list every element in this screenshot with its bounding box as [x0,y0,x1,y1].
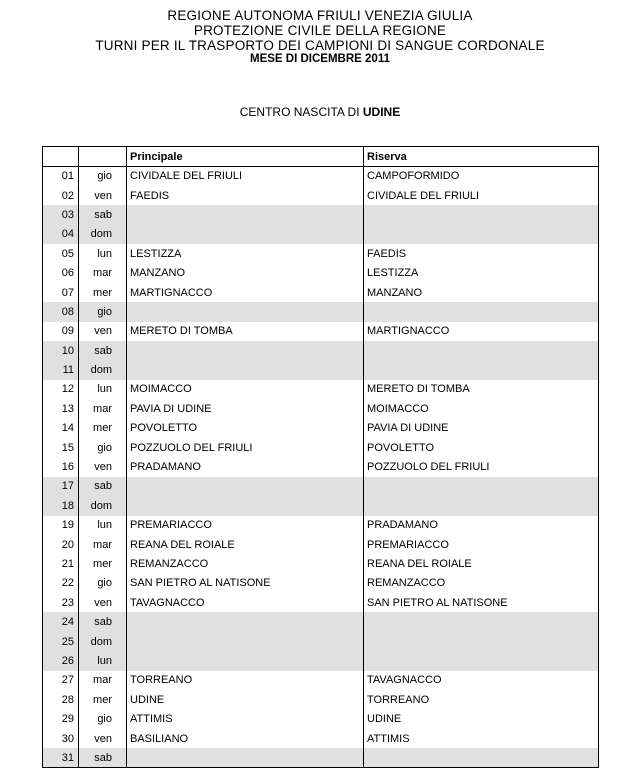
day-number-cell: 28 [43,690,79,709]
day-number-cell: 24 [43,612,79,631]
table-row [43,167,599,186]
riserva-cell: LESTIZZA [364,263,599,282]
riserva-cell: REANA DEL ROIALE [364,554,599,573]
table-body [43,167,599,768]
principale-cell [127,360,364,379]
riserva-cell: UDINE [364,709,599,728]
weekday-cell: ven [79,457,127,476]
weekday-cell: mar [79,263,127,282]
principale-cell: MOIMACCO [127,380,364,399]
riserva-cell: CIVIDALE DEL FRIULI [364,186,599,205]
day-number-cell: 06 [43,263,79,282]
day-number-cell: 15 [43,438,79,457]
day-number-cell: 17 [43,477,79,496]
weekday-cell: dom [79,496,127,515]
principale-cell [127,477,364,496]
principale-cell: POZZUOLO DEL FRIULI [127,438,364,457]
day-number-cell: 11 [43,360,79,379]
riserva-cell: PRADAMANO [364,516,599,535]
department-title: PROTEZIONE CIVILE DELLA REGIONE [193,23,447,38]
day-number-cell: 07 [43,283,79,302]
weekday-cell: mar [79,535,127,554]
principale-cell: POVOLETTO [127,419,364,438]
day-number-cell: 20 [43,535,79,554]
table-row [43,322,599,341]
principale-cell: REMANZACCO [127,554,364,573]
riserva-cell [364,632,599,651]
weekday-cell: gio [79,302,127,321]
table-row [43,283,599,302]
principale-cell: UDINE [127,690,364,709]
table-row [43,244,599,263]
table-row [43,516,599,535]
table-row [43,632,599,651]
day-number-cell: 30 [43,729,79,748]
riserva-cell [364,205,599,224]
principale-cell [127,651,364,670]
principale-cell [127,496,364,515]
day-number-cell: 03 [43,205,79,224]
riserva-cell: ATTIMIS [364,729,599,748]
month-value: DICEMBRE 2011 [300,53,390,65]
header-day-number [43,147,79,167]
day-number-cell: 08 [43,302,79,321]
weekday-cell: ven [79,729,127,748]
principale-cell: MERETO DI TOMBA [127,322,364,341]
riserva-cell [364,341,599,360]
riserva-cell: CAMPOFORMIDO [364,167,599,186]
weekday-cell: mar [79,671,127,690]
principale-cell [127,225,364,244]
riserva-cell: POVOLETTO [364,438,599,457]
table-row [43,205,599,224]
riserva-cell: REMANZACCO [364,574,599,593]
table-row [43,225,599,244]
day-number-cell: 10 [43,341,79,360]
riserva-cell: POZZUOLO DEL FRIULI [364,457,599,476]
day-number-cell: 12 [43,380,79,399]
header-principale: Principale [127,147,364,167]
principale-cell: BASILIANO [127,729,364,748]
table-row [43,380,599,399]
principale-cell: TAVAGNACCO [127,593,364,612]
principale-cell: LESTIZZA [127,244,364,263]
day-number-cell: 31 [43,748,79,767]
riserva-cell [364,302,599,321]
riserva-cell [364,360,599,379]
table-row [43,263,599,282]
weekday-cell: sab [79,477,127,496]
shift-schedule-table [42,146,599,768]
principale-cell [127,205,364,224]
month-prefix: MESE DI [250,53,301,65]
birth-center-prefix: CENTRO NASCITA DI [239,105,363,119]
weekday-cell: mer [79,283,127,302]
day-number-cell: 27 [43,671,79,690]
weekday-cell: gio [79,167,127,186]
riserva-cell: MOIMACCO [364,399,599,418]
principale-cell [127,302,364,321]
principale-cell: MARTIGNACCO [127,283,364,302]
day-number-cell: 29 [43,709,79,728]
principale-cell: PRADAMANO [127,457,364,476]
principale-cell [127,612,364,631]
principale-cell: ATTIMIS [127,709,364,728]
weekday-cell: sab [79,341,127,360]
riserva-cell [364,612,599,631]
riserva-cell [364,651,599,670]
day-number-cell: 02 [43,186,79,205]
table-row [43,651,599,670]
weekday-cell: dom [79,632,127,651]
riserva-cell: MARTIGNACCO [364,322,599,341]
weekday-cell: mer [79,690,127,709]
weekday-cell: lun [79,651,127,670]
weekday-cell: dom [79,225,127,244]
document-header [0,8,640,66]
weekday-cell: ven [79,593,127,612]
weekday-cell: gio [79,438,127,457]
table-row [43,302,599,321]
principale-cell: SAN PIETRO AL NATISONE [127,574,364,593]
weekday-cell: mer [79,419,127,438]
principale-cell: REANA DEL ROIALE [127,535,364,554]
riserva-cell: PAVIA DI UDINE [364,419,599,438]
birth-center-name: UDINE [362,105,401,119]
weekday-cell: gio [79,709,127,728]
table-row [43,748,599,767]
weekday-cell: mer [79,554,127,573]
principale-cell: CIVIDALE DEL FRIULI [127,167,364,186]
day-number-cell: 13 [43,399,79,418]
table-row [43,477,599,496]
table-row [43,554,599,573]
weekday-cell: lun [79,244,127,263]
principale-cell [127,341,364,360]
principale-cell: MANZANO [127,263,364,282]
table-row [43,535,599,554]
table-row [43,360,599,379]
riserva-cell: MERETO DI TOMBA [364,380,599,399]
principale-cell: PAVIA DI UDINE [127,399,364,418]
weekday-cell: gio [79,574,127,593]
day-number-cell: 26 [43,651,79,670]
weekday-cell: sab [79,612,127,631]
table-row [43,399,599,418]
table-row [43,341,599,360]
table-header-row [43,147,599,167]
table-row [43,438,599,457]
table-row [43,419,599,438]
birth-center-title [0,105,640,119]
day-number-cell: 22 [43,574,79,593]
riserva-cell [364,477,599,496]
weekday-cell: sab [79,205,127,224]
table-row [43,593,599,612]
header-riserva: Riserva [364,147,599,167]
day-number-cell: 21 [43,554,79,573]
table-row [43,612,599,631]
riserva-cell: FAEDIS [364,244,599,263]
weekday-cell: ven [79,186,127,205]
riserva-cell [364,496,599,515]
weekday-cell: mar [79,399,127,418]
day-number-cell: 19 [43,516,79,535]
day-number-cell: 23 [43,593,79,612]
principale-cell [127,748,364,767]
document-title: TURNI PER IL TRASPORTO DEI CAMPIONI DI SANGUE CORDONALE [95,38,545,53]
principale-cell: PREMARIACCO [127,516,364,535]
riserva-cell: SAN PIETRO AL NATISONE [364,593,599,612]
weekday-cell: dom [79,360,127,379]
riserva-cell [364,748,599,767]
principale-cell: TORREANO [127,671,364,690]
day-number-cell: 16 [43,457,79,476]
weekday-cell: lun [79,380,127,399]
weekday-cell: sab [79,748,127,767]
day-number-cell: 01 [43,167,79,186]
table-row [43,186,599,205]
principale-cell: FAEDIS [127,186,364,205]
table-row [43,496,599,515]
day-number-cell: 14 [43,419,79,438]
riserva-cell: PREMARIACCO [364,535,599,554]
weekday-cell: lun [79,516,127,535]
riserva-cell: TAVAGNACCO [364,671,599,690]
table-row [43,690,599,709]
header-weekday [79,147,127,167]
table-row [43,729,599,748]
day-number-cell: 05 [43,244,79,263]
day-number-cell: 18 [43,496,79,515]
day-number-cell: 04 [43,225,79,244]
riserva-cell [364,225,599,244]
day-number-cell: 25 [43,632,79,651]
weekday-cell: ven [79,322,127,341]
region-title: REGIONE AUTONOMA FRIULI VENEZIA GIULIA [167,8,473,23]
table-row [43,671,599,690]
principale-cell [127,632,364,651]
riserva-cell: MANZANO [364,283,599,302]
table-row [43,457,599,476]
riserva-cell: TORREANO [364,690,599,709]
table-row [43,709,599,728]
day-number-cell: 09 [43,322,79,341]
month-line [0,53,640,66]
table-row [43,574,599,593]
